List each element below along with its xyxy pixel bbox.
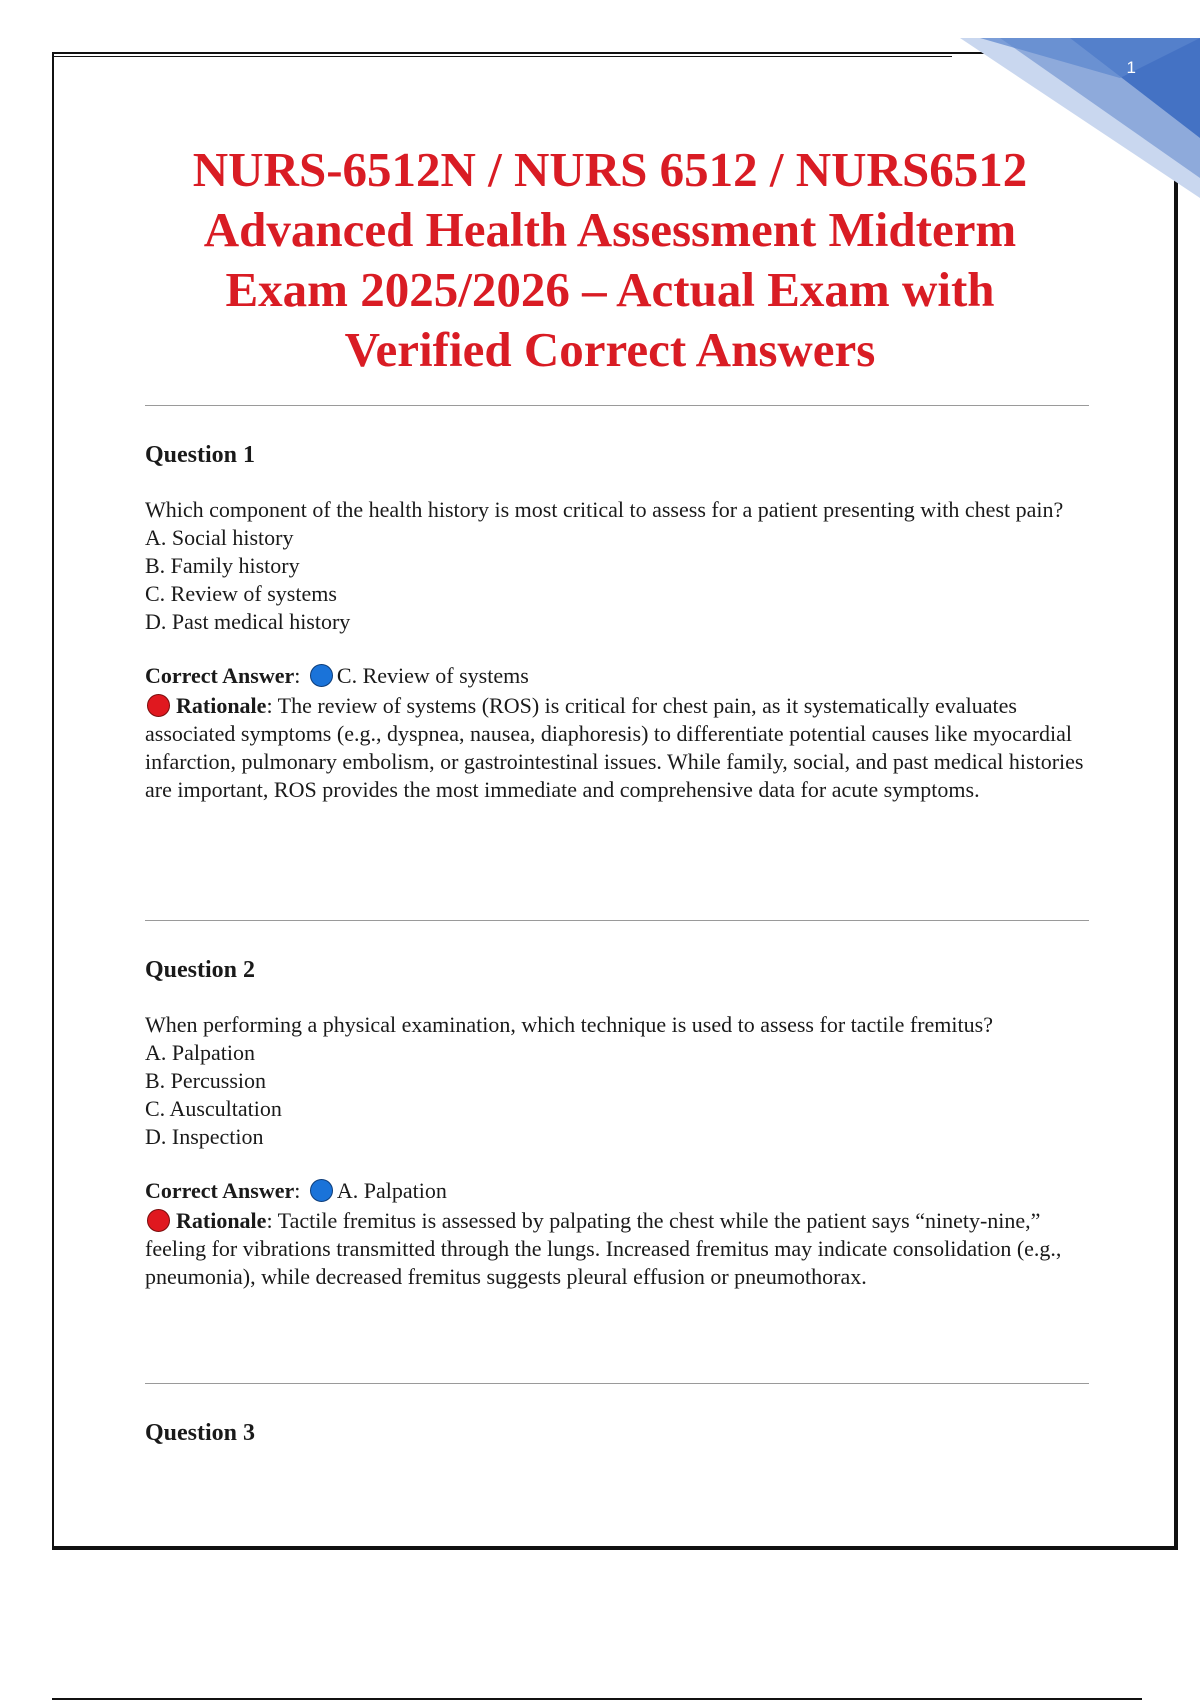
title-line: Advanced Health Assessment Midterm: [203, 202, 1017, 257]
question-3: [145, 1418, 1090, 1474]
correct-answer-line: [145, 1175, 1090, 1207]
title-line: NURS-6512N / NURS 6512 / NURS6512: [192, 142, 1028, 197]
question-heading: Question 1: [145, 442, 256, 468]
colon: :: [294, 1178, 301, 1203]
option-a: A. Palpation: [145, 1040, 255, 1065]
question-heading: Question 2: [145, 957, 256, 983]
divider: [145, 1383, 1089, 1384]
option-b: B. Percussion: [145, 1068, 266, 1093]
rationale-label: Rationale: [176, 1208, 267, 1233]
option-a: A. Social history: [145, 525, 294, 550]
question-2: [145, 955, 1090, 1291]
title-line: Exam 2025/2026 – Actual Exam with: [225, 262, 995, 317]
option-c: C. Auscultation: [145, 1096, 282, 1121]
question-text: Which component of the health history is most critical to assess for a patient presenting with chest pain?: [145, 497, 1064, 522]
document-title: [100, 140, 1120, 380]
question-heading: Question 3: [145, 1420, 256, 1446]
colon: :: [266, 1208, 278, 1233]
page-number: 1: [1126, 58, 1136, 77]
rationale-paragraph: [145, 1207, 1090, 1291]
correct-answer-line: [145, 660, 1090, 692]
colon: :: [266, 693, 278, 718]
option-b: B. Family history: [145, 553, 300, 578]
option-d: D. Inspection: [145, 1124, 264, 1149]
rationale-text: Tactile fremitus is assessed by palpating the chest while the patient says “ninety-nine,” feeling for vibrations transmitted through the lungs. Increased fremitus may indicate consolidation (e.g., pneumonia), while decreased fremitus suggests pleural effusion or pneumothorax.: [145, 1208, 1062, 1289]
blue-circle-icon: [310, 664, 333, 687]
rationale-text: The review of systems (ROS) is critical for chest pain, as it systematically evaluates associated symptoms (e.g., dyspnea, nausea, diaphoresis) to differentiate potential causes like myocardial infarction, pulmonary embolism, or gastrointestinal issues. While family, social, and past medical histories are important, ROS provides the most immediate and comprehensive data for acute symptoms.: [145, 693, 1084, 802]
question-1: [145, 440, 1090, 804]
option-d: D. Past medical history: [145, 609, 351, 634]
correct-answer-value: C. Review of systems: [336, 663, 529, 688]
blue-circle-icon: [310, 1179, 333, 1202]
correct-answer-label: Correct Answer: [145, 1178, 295, 1203]
red-circle-icon: [147, 1209, 170, 1232]
divider: [145, 920, 1089, 921]
question-text: When performing a physical examination, which technique is used to assess for tactile fremitus?: [145, 1012, 993, 1037]
options-list: [145, 1039, 1090, 1151]
top-rule: [52, 56, 952, 57]
red-circle-icon: [147, 694, 170, 717]
rationale-label: Rationale: [176, 693, 267, 718]
rationale-paragraph: [145, 692, 1090, 804]
correct-answer-value: A. Palpation: [336, 1178, 447, 1203]
title-line: Verified Correct Answers: [344, 322, 876, 377]
option-c: C. Review of systems: [145, 581, 337, 606]
options-list: [145, 524, 1090, 636]
correct-answer-label: Correct Answer: [145, 663, 295, 688]
divider: [145, 405, 1089, 406]
colon: :: [294, 663, 301, 688]
